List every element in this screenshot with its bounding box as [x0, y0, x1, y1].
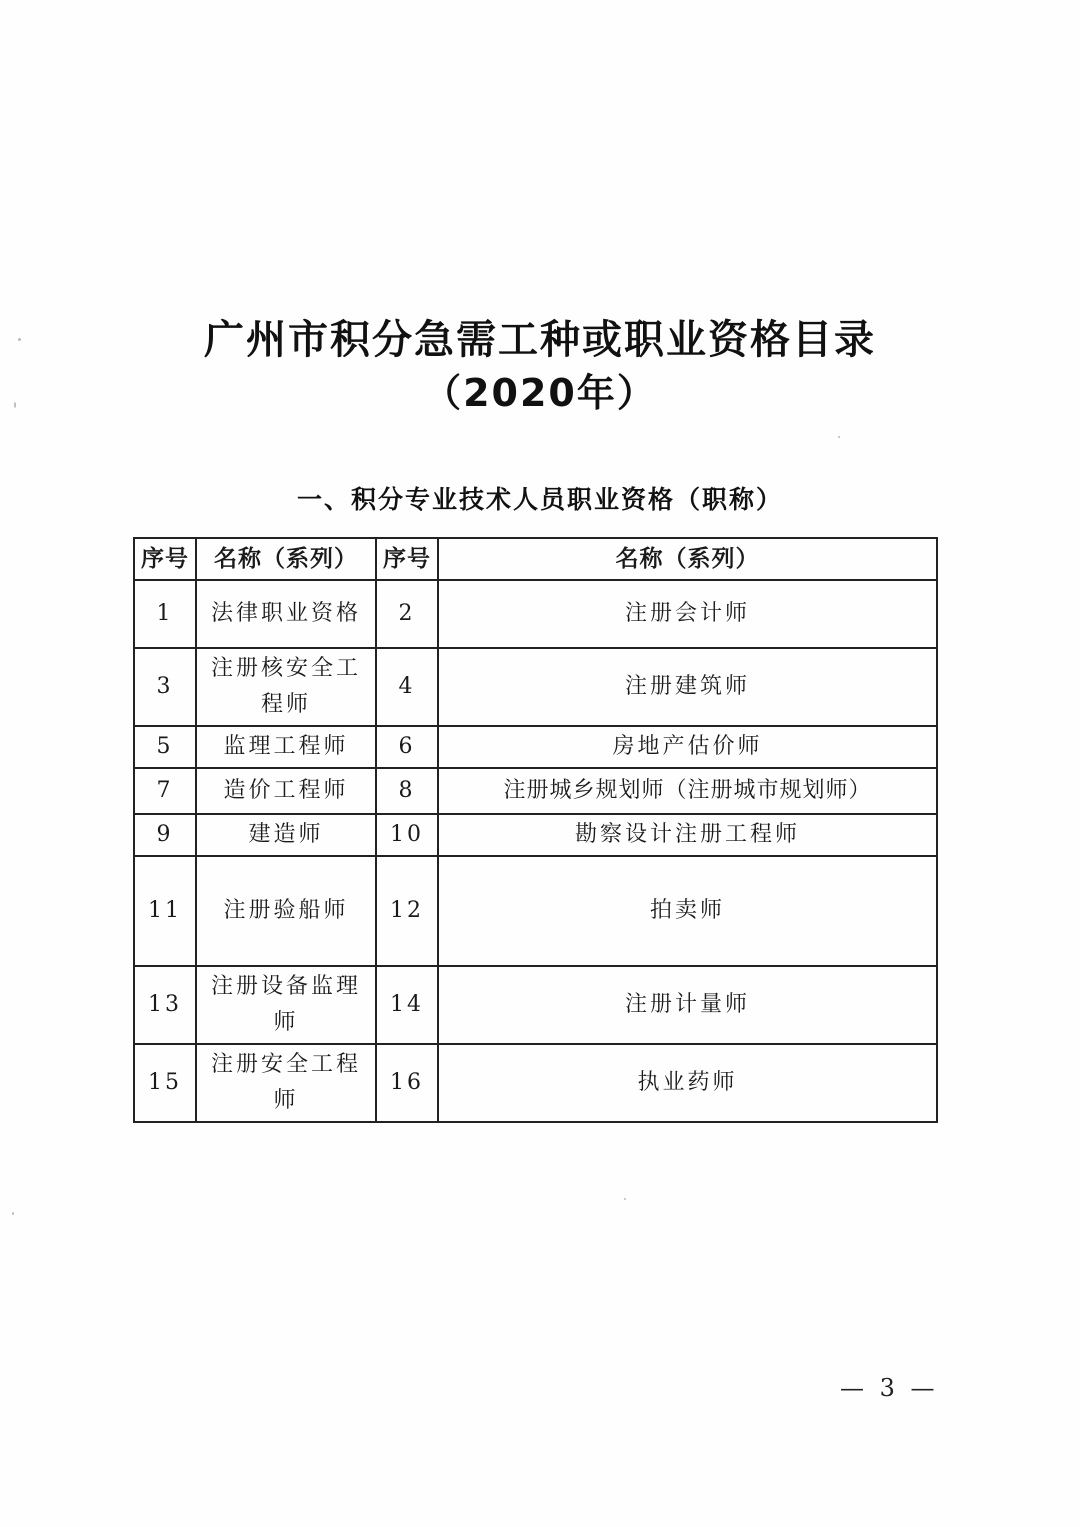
- header-name-a: 名称（系列）: [196, 538, 376, 580]
- table-row: [134, 580, 937, 648]
- table-header-row: [134, 538, 937, 580]
- serial-cell: 1: [134, 580, 196, 648]
- serial-cell: 14: [376, 966, 438, 1044]
- name-cell: 注册安全工程师: [196, 1044, 376, 1122]
- scan-speck: [12, 1212, 14, 1215]
- header-serial-b: 序号: [376, 538, 438, 580]
- scan-speck: [14, 402, 16, 408]
- serial-cell: 6: [376, 726, 438, 768]
- qualification-table: [133, 537, 938, 1123]
- serial-cell: 15: [134, 1044, 196, 1122]
- name-cell: 拍卖师: [438, 856, 937, 966]
- table-row: [134, 966, 937, 1044]
- table-row: [134, 814, 937, 856]
- table-row: [134, 856, 937, 966]
- table-row: [134, 726, 937, 768]
- name-cell: 执业药师: [438, 1044, 937, 1122]
- page-number: — 3 —: [840, 1374, 939, 1402]
- section-heading: 一、积分专业技术人员职业资格（职称）: [296, 485, 783, 514]
- serial-cell: 2: [376, 580, 438, 648]
- scan-speck: [624, 1198, 626, 1200]
- name-cell: 勘察设计注册工程师: [438, 814, 937, 856]
- name-cell: 监理工程师: [196, 726, 376, 768]
- serial-cell: 16: [376, 1044, 438, 1122]
- name-cell: 建造师: [196, 814, 376, 856]
- name-cell: 注册核安全工程师: [196, 648, 376, 726]
- serial-cell: 10: [376, 814, 438, 856]
- serial-cell: 3: [134, 648, 196, 726]
- serial-cell: 11: [134, 856, 196, 966]
- scan-speck: [18, 338, 21, 341]
- table-row: [134, 648, 937, 726]
- name-cell: 法律职业资格: [196, 580, 376, 648]
- name-cell: 注册验船师: [196, 856, 376, 966]
- serial-cell: 9: [134, 814, 196, 856]
- table-row: [134, 1044, 937, 1122]
- scan-speck: [838, 436, 840, 438]
- serial-cell: 8: [376, 768, 438, 814]
- serial-cell: 13: [134, 966, 196, 1044]
- serial-cell: 12: [376, 856, 438, 966]
- name-cell: 房地产估价师: [438, 726, 937, 768]
- serial-cell: 7: [134, 768, 196, 814]
- table-row: [134, 768, 937, 814]
- serial-cell: 4: [376, 648, 438, 726]
- header-name-b: 名称（系列）: [438, 538, 937, 580]
- name-cell: 注册会计师: [438, 580, 937, 648]
- name-cell: 注册设备监理师: [196, 966, 376, 1044]
- name-cell: 注册计量师: [438, 966, 937, 1044]
- header-serial-a: 序号: [134, 538, 196, 580]
- document-year: （2020年）: [423, 371, 657, 415]
- serial-cell: 5: [134, 726, 196, 768]
- document-title: 广州市积分急需工种或职业资格目录: [204, 317, 876, 363]
- name-cell: 注册建筑师: [438, 648, 937, 726]
- name-cell: 注册城乡规划师（注册城市规划师）: [438, 768, 937, 814]
- name-cell: 造价工程师: [196, 768, 376, 814]
